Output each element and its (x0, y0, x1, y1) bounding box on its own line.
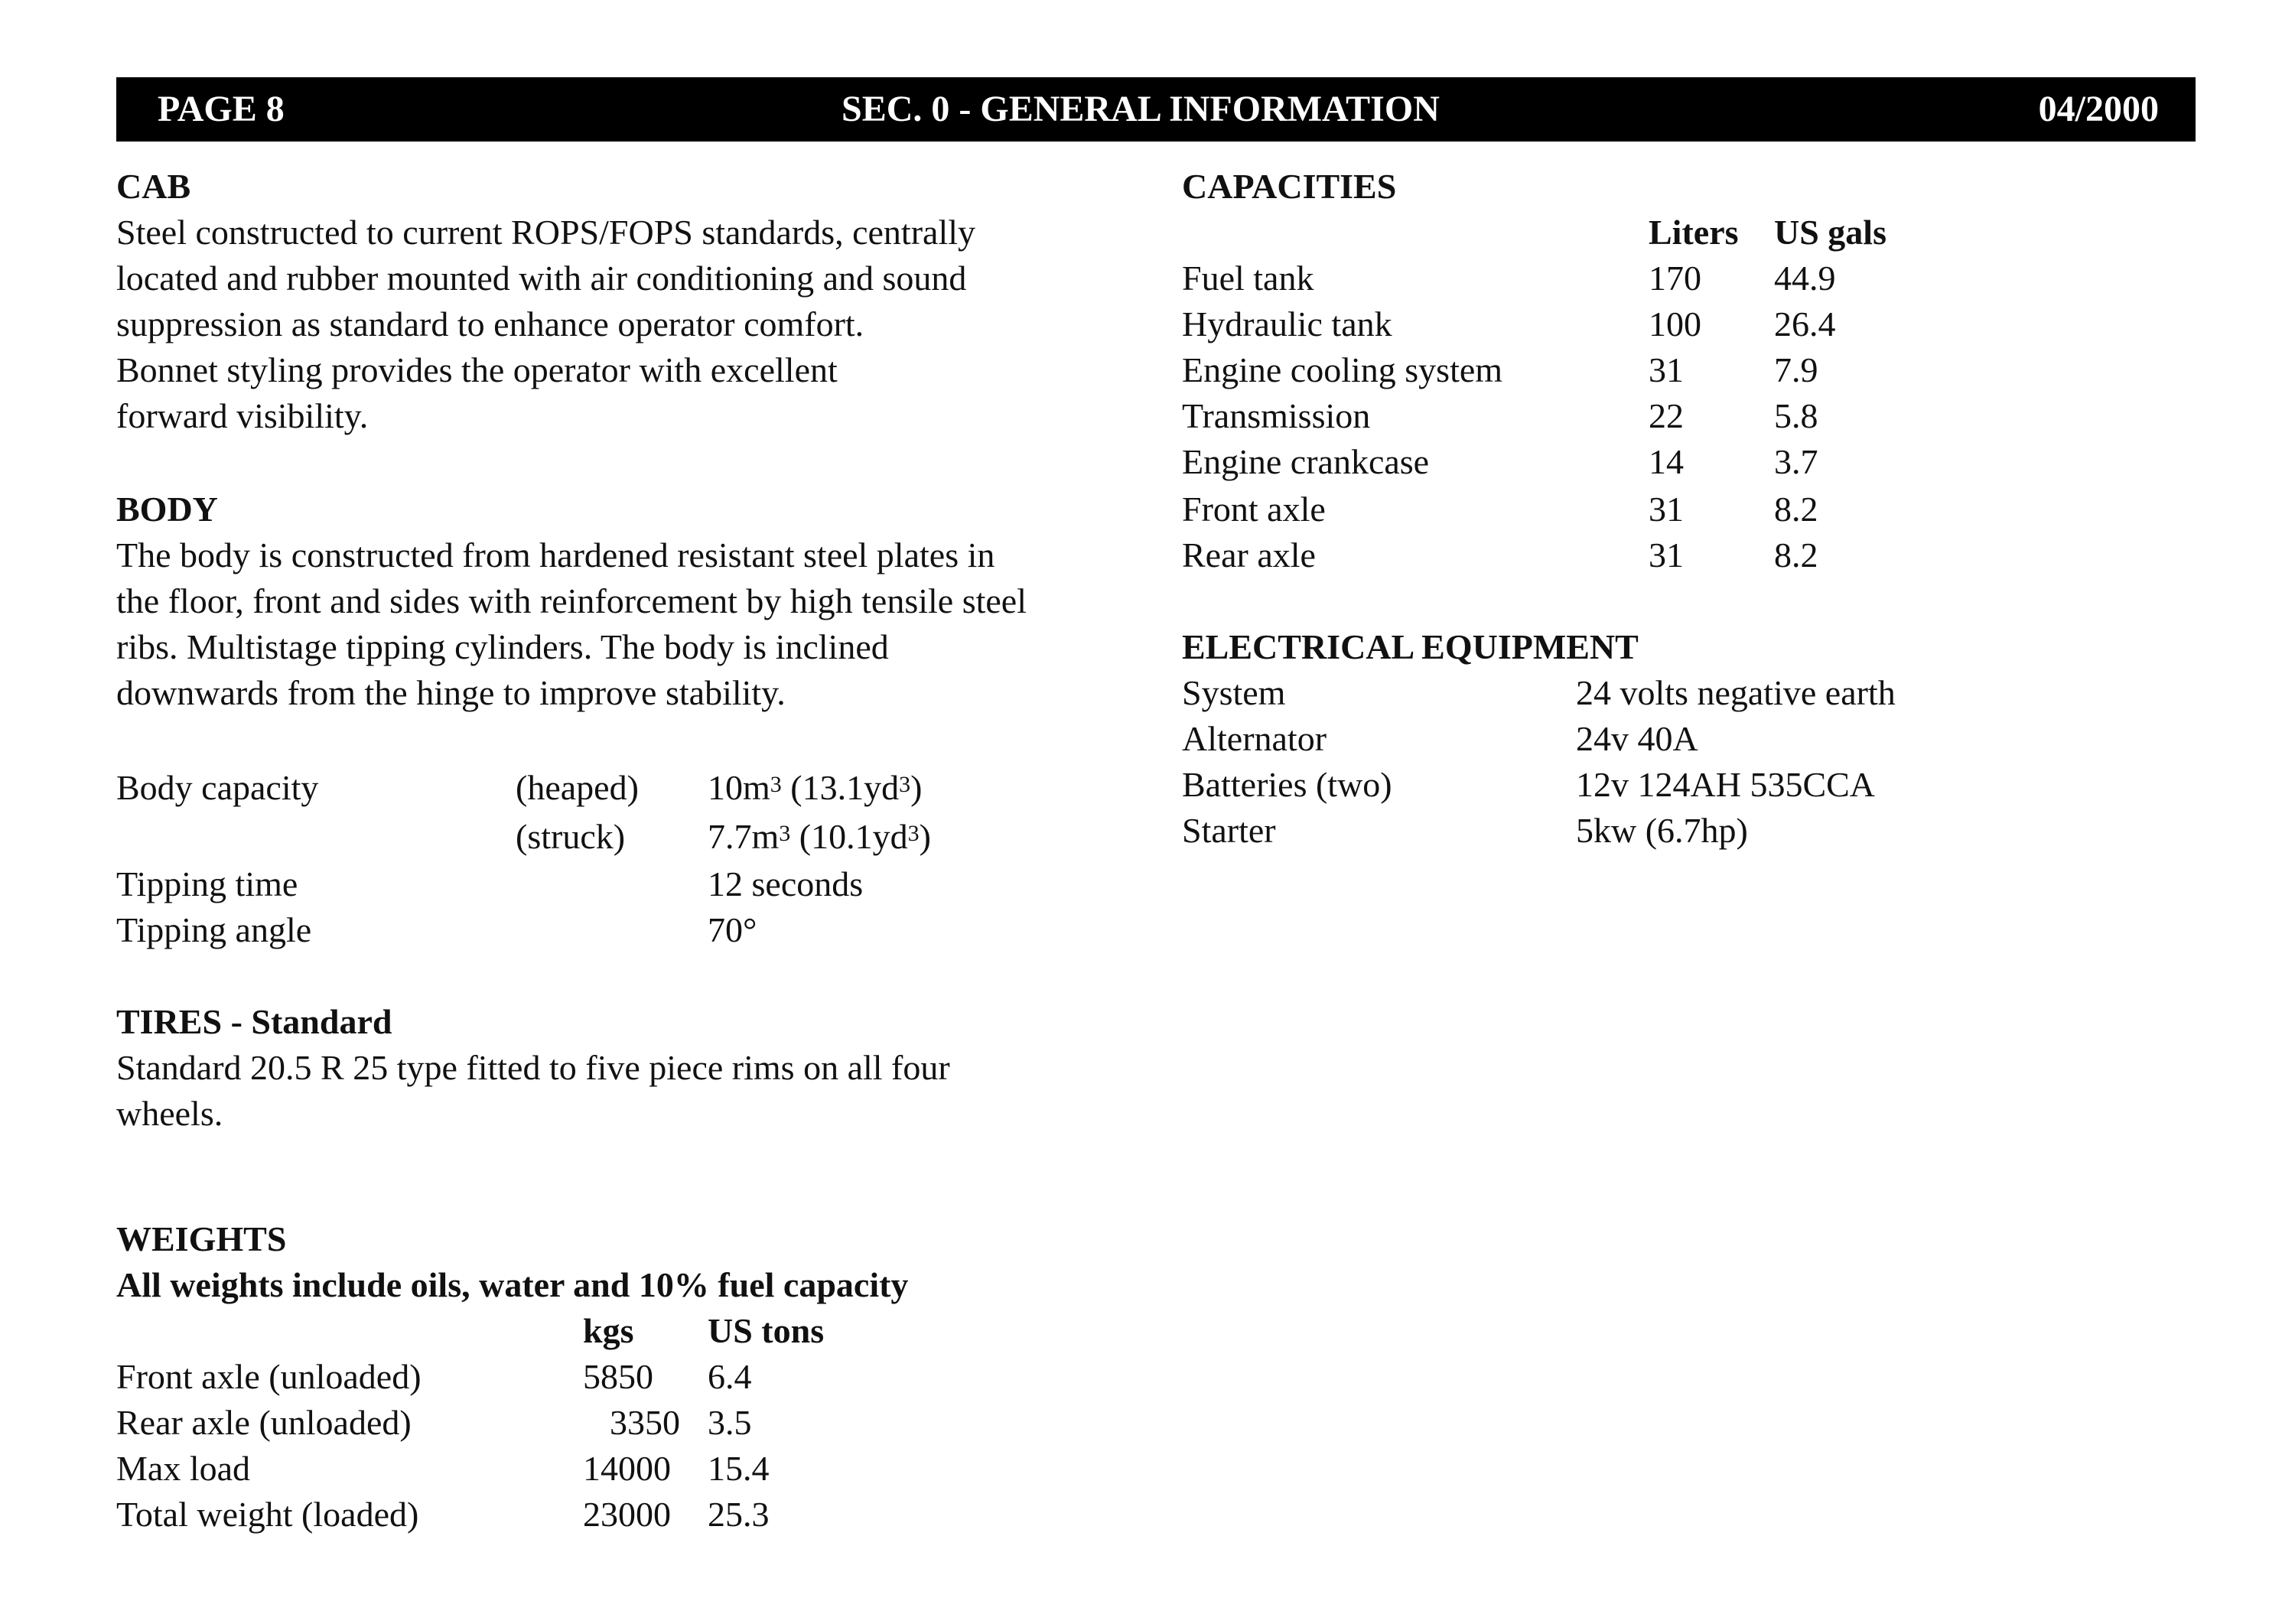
capacities-col-gals: US gals (1774, 213, 1886, 252)
capacity-row-label: Engine crankcase (1182, 442, 1430, 481)
tipping-angle-value: 70° (708, 910, 757, 949)
page-number: PAGE 8 (158, 89, 285, 129)
capacity-row-label: Engine cooling system (1182, 350, 1503, 389)
capacity-row-gals: 8.2 (1774, 490, 1818, 529)
capacity-row-gals: 7.9 (1774, 350, 1818, 389)
tipping-time-value: 12 seconds (708, 864, 864, 903)
weights-row-tons: 6.4 (708, 1357, 752, 1396)
weights-row-kgs: 23000 (583, 1495, 671, 1534)
capacity-row-liters: 31 (1649, 350, 1684, 389)
weights-row-kgs: 14000 (583, 1449, 671, 1488)
electrical-row-value: 24 volts negative earth (1576, 673, 1896, 712)
capacity-row-liters: 31 (1649, 535, 1684, 574)
weights-col-tons: US tons (708, 1311, 825, 1350)
weights-row-kgs: 3350 (610, 1403, 680, 1442)
capacity-row-gals: 5.8 (1774, 396, 1818, 435)
body-text-line: The body is constructed from hardened resistant steel plates in (116, 535, 995, 574)
tipping-time-label: Tipping time (116, 864, 298, 903)
electrical-row-label: Alternator (1182, 719, 1327, 758)
electrical-row-value: 24v 40A (1576, 719, 1698, 758)
weights-subheading: All weights include oils, water and 10% fuel capacity (116, 1265, 909, 1304)
electrical-row-label: Starter (1182, 811, 1276, 850)
cab-text-line: suppression as standard to enhance operator comfort. (116, 304, 864, 343)
electrical-row-value: 12v 124AH 535CCA (1576, 765, 1876, 804)
capacity-row-liters: 14 (1649, 442, 1684, 481)
weights-heading: WEIGHTS (116, 1219, 287, 1258)
capacity-row-gals: 26.4 (1774, 304, 1836, 343)
electrical-row-label: Batteries (two) (1182, 765, 1392, 804)
capacity-row-liters: 100 (1649, 304, 1701, 343)
tires-text-line: wheels. (116, 1094, 223, 1133)
cab-text-line: located and rubber mounted with air conditioning and sound (116, 259, 967, 298)
capacity-row-liters: 22 (1649, 396, 1684, 435)
body-text-line: the floor, front and sides with reinforcement by high tensile steel (116, 581, 1027, 620)
capacities-heading: CAPACITIES (1182, 167, 1397, 206)
body-capacity-label: Body capacity (116, 768, 319, 807)
capacity-row-gals: 8.2 (1774, 535, 1818, 574)
capacity-row-label: Hydraulic tank (1182, 304, 1392, 343)
weights-row-label: Total weight (loaded) (116, 1495, 419, 1534)
struck-label: (struck) (516, 817, 626, 856)
tipping-angle-label: Tipping angle (116, 910, 312, 949)
weights-col-kgs: kgs (583, 1311, 634, 1350)
heaped-label: (heaped) (516, 768, 639, 807)
capacity-row-label: Front axle (1182, 490, 1326, 529)
cab-text-line: Bonnet styling provides the operator with excellent (116, 350, 838, 389)
weights-row-kgs: 5850 (583, 1357, 653, 1396)
weights-row-tons: 15.4 (708, 1449, 770, 1488)
weights-row-label: Rear axle (unloaded) (116, 1403, 412, 1442)
heaped-value: $10m^3$ $(13.1yd^3)$ (708, 768, 923, 807)
body-text-line: downwards from the hinge to improve stability. (116, 673, 786, 712)
cab-heading: CAB (116, 167, 191, 206)
capacities-col-liters: Liters (1649, 213, 1739, 252)
tires-heading: TIRES - Standard (116, 1002, 392, 1041)
tires-text-line: Standard 20.5 R 25 type fitted to five piece rims on all four (116, 1048, 950, 1087)
electrical-row-value: 5kw (6.7hp) (1576, 811, 1748, 850)
cab-text-line: Steel constructed to current ROPS/FOPS standards, centrally (116, 213, 976, 252)
capacity-row-label: Transmission (1182, 396, 1371, 435)
capacity-row-liters: 31 (1649, 490, 1684, 529)
weights-row-label: Front axle (unloaded) (116, 1357, 422, 1396)
weights-row-tons: 3.5 (708, 1403, 752, 1442)
revision-date: 04/2000 (2038, 89, 2159, 129)
capacity-row-liters: 170 (1649, 259, 1701, 298)
section-title: SEC. 0 - GENERAL INFORMATION (842, 89, 1440, 129)
cab-text-line: forward visibility. (116, 396, 369, 435)
body-heading: BODY (116, 490, 218, 529)
capacity-row-gals: 44.9 (1774, 259, 1836, 298)
body-text-line: ribs. Multistage tipping cylinders. The body is inclined (116, 627, 889, 666)
weights-row-label: Max load (116, 1449, 251, 1488)
electrical-row-label: System (1182, 673, 1286, 712)
struck-value: $7.7m^3$ $(10.1yd^3)$ (708, 817, 931, 856)
electrical-heading: ELECTRICAL EQUIPMENT (1182, 627, 1639, 666)
weights-row-tons: 25.3 (708, 1495, 770, 1534)
capacity-row-label: Fuel tank (1182, 259, 1314, 298)
page-header (116, 77, 2196, 142)
capacity-row-label: Rear axle (1182, 535, 1316, 574)
capacity-row-gals: 3.7 (1774, 442, 1818, 481)
